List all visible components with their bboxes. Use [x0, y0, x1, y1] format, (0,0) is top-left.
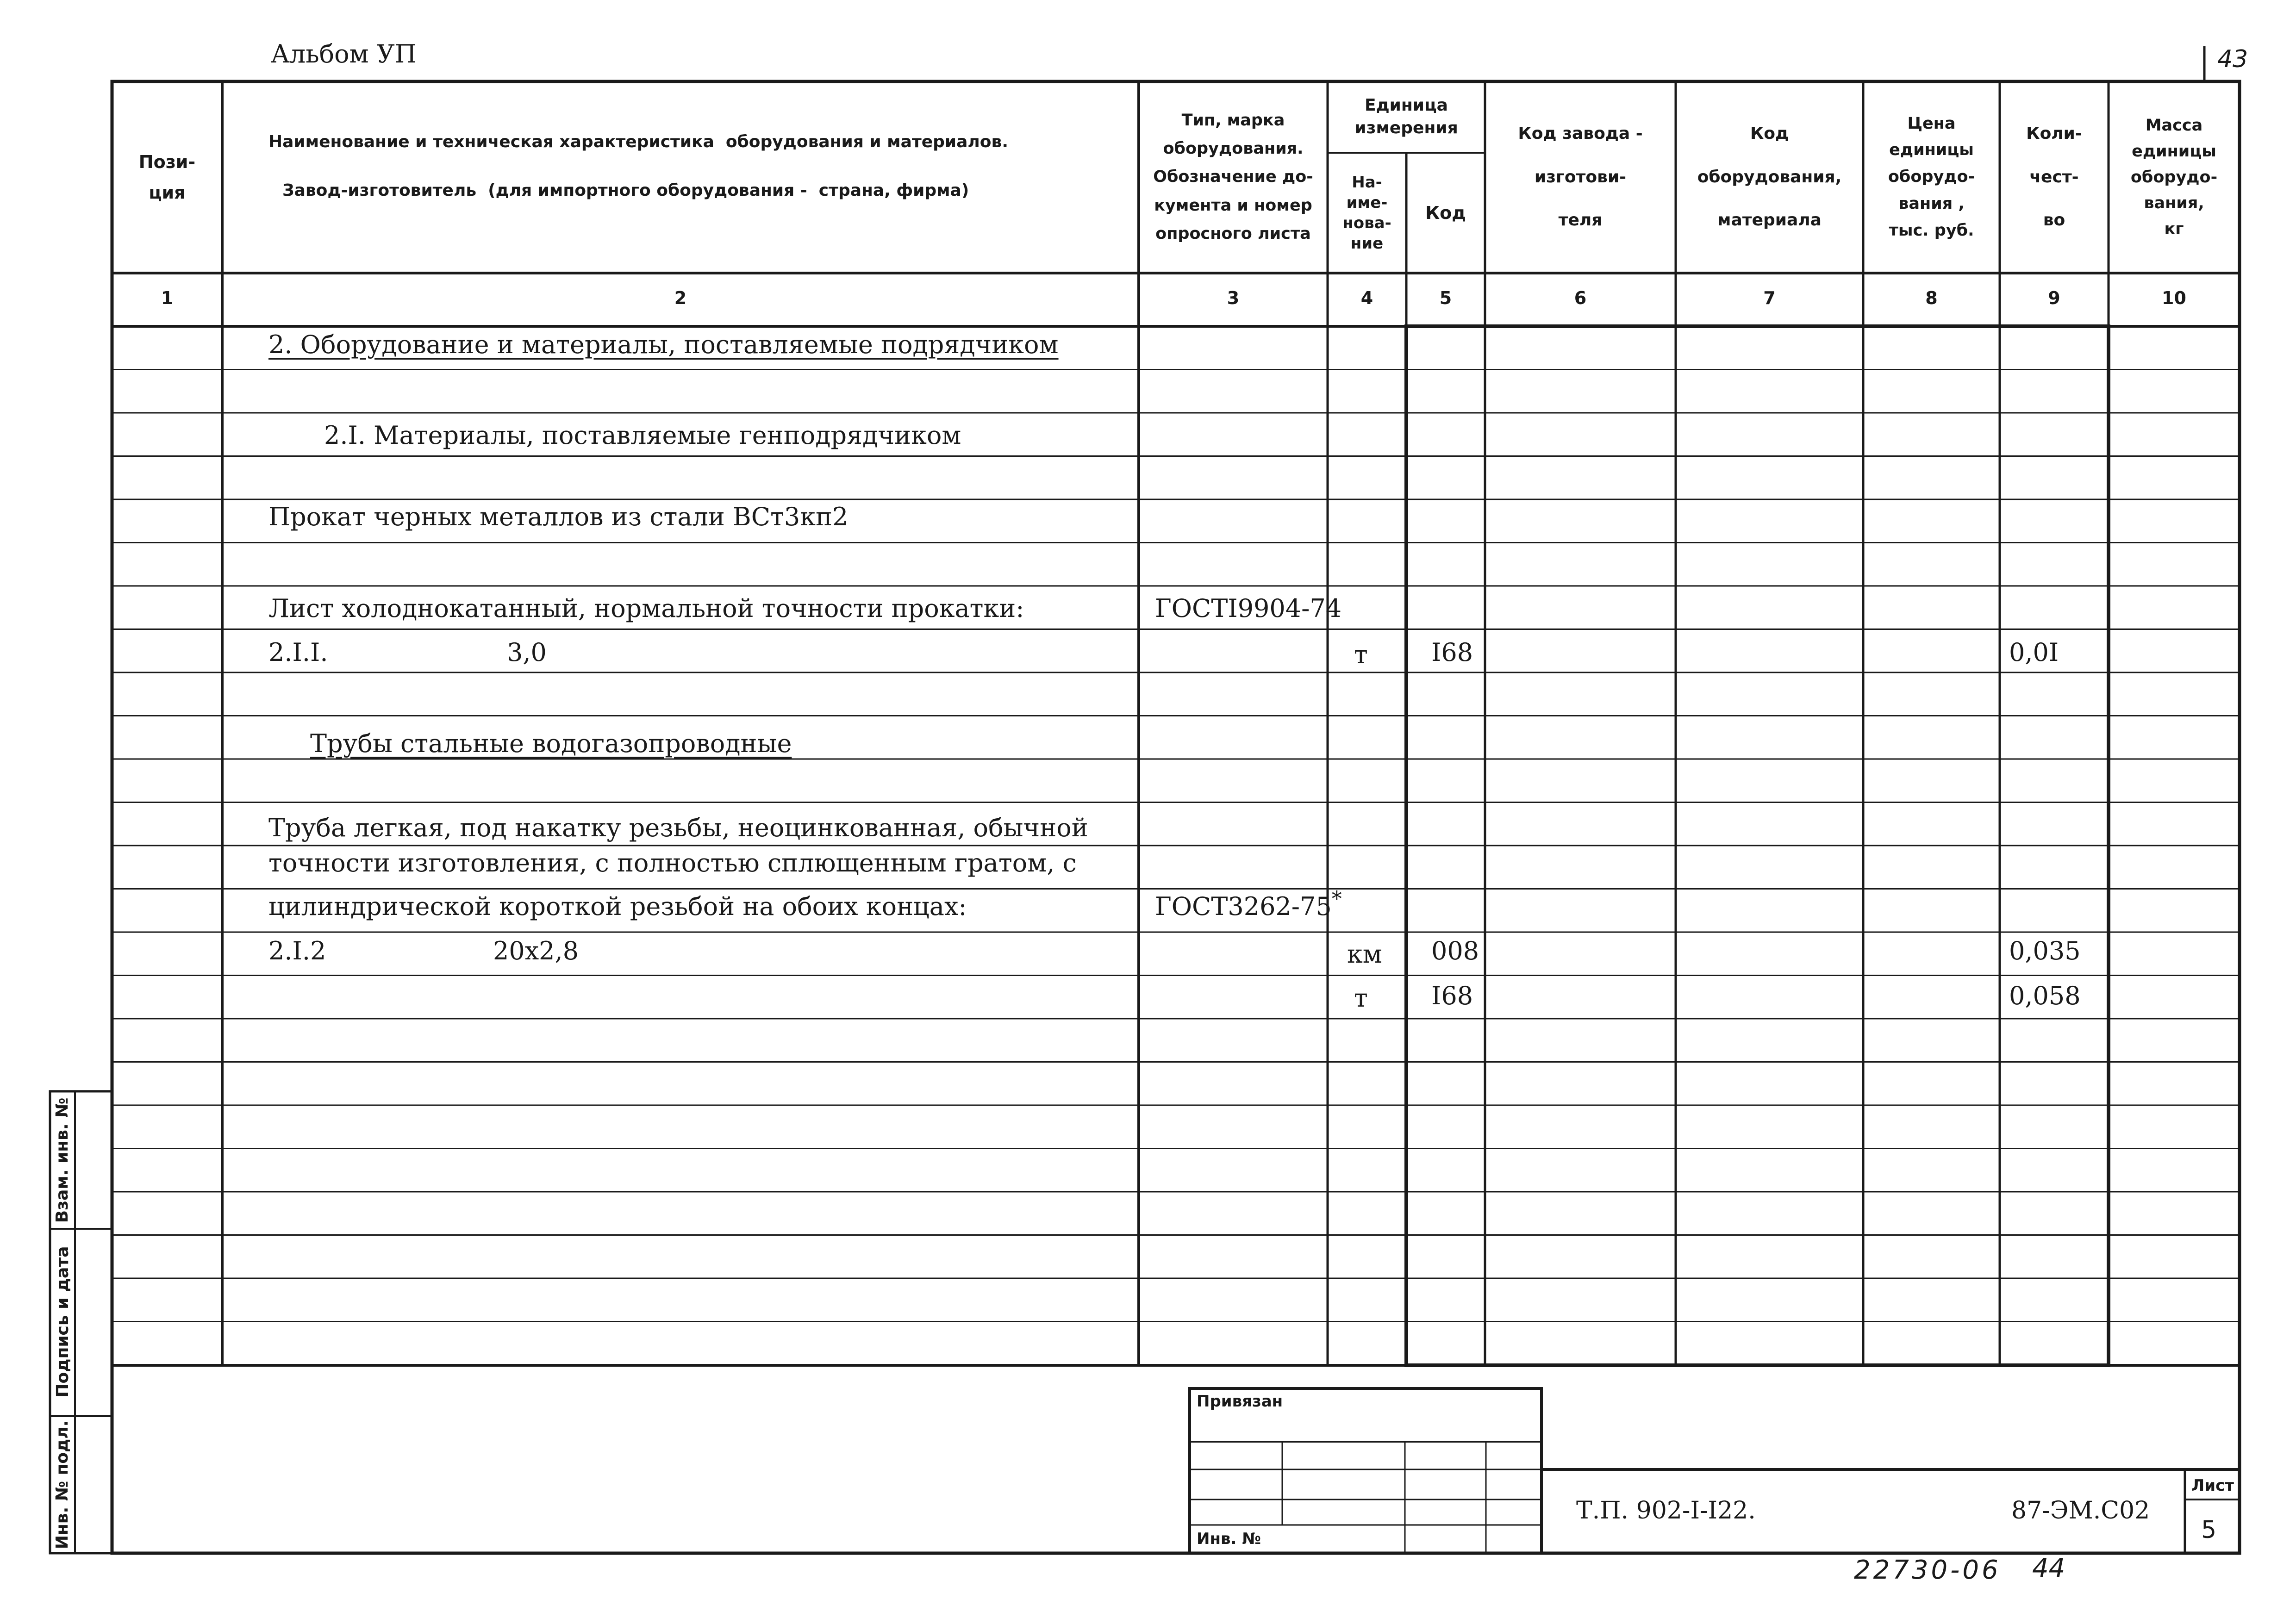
- column-number-5: 5: [1439, 288, 1452, 308]
- subsection-title: 2.I. Материалы, поставляемые генподрядчиком: [324, 421, 961, 450]
- archive-number-suffix: 44: [2032, 1553, 2065, 1583]
- stamp-inv-no: Инв. №: [1197, 1530, 1261, 1548]
- header-unit-price: Цена единицы оборудо- вания , тыс. руб.: [1888, 114, 1975, 240]
- table-row-2-1-1-position: 2.I.I.: [268, 638, 328, 667]
- item-pipe-description-line3: цилиндрической короткой резьбой на обоих концах:: [268, 892, 967, 921]
- header-name-line1: Наименование и техническая характеристика оборудования и материалов.: [268, 132, 1008, 151]
- item-pipe-document-code: ГОСТ3262-75: [1155, 892, 1332, 921]
- table-row-2-1-1-quantity: 0,0I: [2009, 638, 2059, 667]
- header-unit-group: Единица измерения: [1354, 96, 1458, 137]
- document-designation: Т.П. 902-I-I22.: [1576, 1497, 1756, 1524]
- header-position: Пози- ция: [138, 151, 196, 203]
- side-label-signature-date: Подпись и дата: [53, 1246, 72, 1398]
- item-pipe-description-line2: точности изготовления, с полностью сплющенным гратом, с: [268, 848, 1077, 877]
- column-number-10: 10: [2162, 288, 2186, 308]
- column-number-8: 8: [1925, 288, 1938, 308]
- column-number-3: 3: [1227, 288, 1240, 308]
- sheet-label: Лист: [2191, 1476, 2234, 1495]
- header-quantity: Коли- чест- во: [2026, 124, 2082, 230]
- table-row-2-1-1-code: I68: [1431, 638, 1473, 667]
- column-number-4: 4: [1360, 288, 1373, 308]
- column-number-1: 1: [161, 288, 174, 308]
- header-unit-mass: Масса единицы оборудо- вания, кг: [2130, 116, 2218, 238]
- side-label-inv-original: Инв. № подл.: [53, 1420, 72, 1549]
- column-number-2: 2: [674, 288, 687, 308]
- document-code: 87-ЭМ.С02: [2011, 1497, 2150, 1524]
- header-name-line2: Завод-изготовитель (для импортного оборудования - страна, фирма): [282, 181, 969, 200]
- header-plant-code: Код завода - изготови- теля: [1518, 124, 1643, 230]
- item-pipe-document-mark: *: [1331, 887, 1342, 911]
- header-name: [222, 81, 1139, 273]
- header-unit-name: На- име- нова- ние: [1342, 173, 1391, 253]
- archive-number: 22730-06: [1854, 1555, 2001, 1585]
- column-number-6: 6: [1574, 288, 1587, 308]
- table-row-2-1-1-unit: т: [1354, 640, 1368, 669]
- item-pipe-description-line1: Труба легкая, под накатку резьбы, неоцинкованная, обычной: [268, 813, 1088, 842]
- group-title-steel-pipes: Трубы стальные водогазопроводные: [310, 729, 792, 758]
- sheet-corner-number: 43: [2217, 45, 2248, 73]
- column-number-7: 7: [1763, 288, 1776, 308]
- table-row-2-1-2-position: 2.I.2: [268, 936, 326, 965]
- group-title-rolled-steel: Прокат черных металлов из стали ВСт3кп2: [268, 502, 849, 531]
- table-row-2-1-2-code-t: I68: [1431, 981, 1473, 1010]
- sheet-number: 5: [2201, 1516, 2217, 1544]
- item-sheet-description: Лист холоднокатанный, нормальной точности прокатки:: [268, 594, 1024, 623]
- stamp-privyazan: Привязан: [1197, 1392, 1283, 1411]
- item-pipe-document: [1155, 887, 1342, 921]
- table-row-2-1-2-code-km: 008: [1431, 936, 1479, 965]
- column-number-9: 9: [2048, 288, 2060, 308]
- album-title: Альбом УП: [271, 39, 417, 68]
- header-type-document: Тип, марка оборудования. Обозначение до- кумента и номер опросного листа: [1153, 111, 1313, 243]
- table-row-2-1-2-unit-t: т: [1354, 983, 1368, 1013]
- item-sheet-document: ГОСТI9904-74: [1155, 594, 1342, 623]
- table-row-2-1-2-quantity-km: 0,035: [2009, 936, 2081, 965]
- side-label-vzam-inv: Взам. инв. №: [53, 1097, 72, 1223]
- section-title: 2. Оборудование и материалы, поставляемые подрядчиком: [268, 330, 1059, 359]
- table-row-2-1-2-unit-km: км: [1347, 940, 1382, 969]
- table-row-2-1-2-size: 20х2,8: [493, 936, 579, 965]
- header-unit-code: Код: [1425, 203, 1466, 223]
- table-row-2-1-2-quantity-t: 0,058: [2009, 981, 2081, 1010]
- header-equipment-code: Код оборудования, материала: [1697, 124, 1842, 230]
- table-row-2-1-1-size: 3,0: [507, 638, 547, 667]
